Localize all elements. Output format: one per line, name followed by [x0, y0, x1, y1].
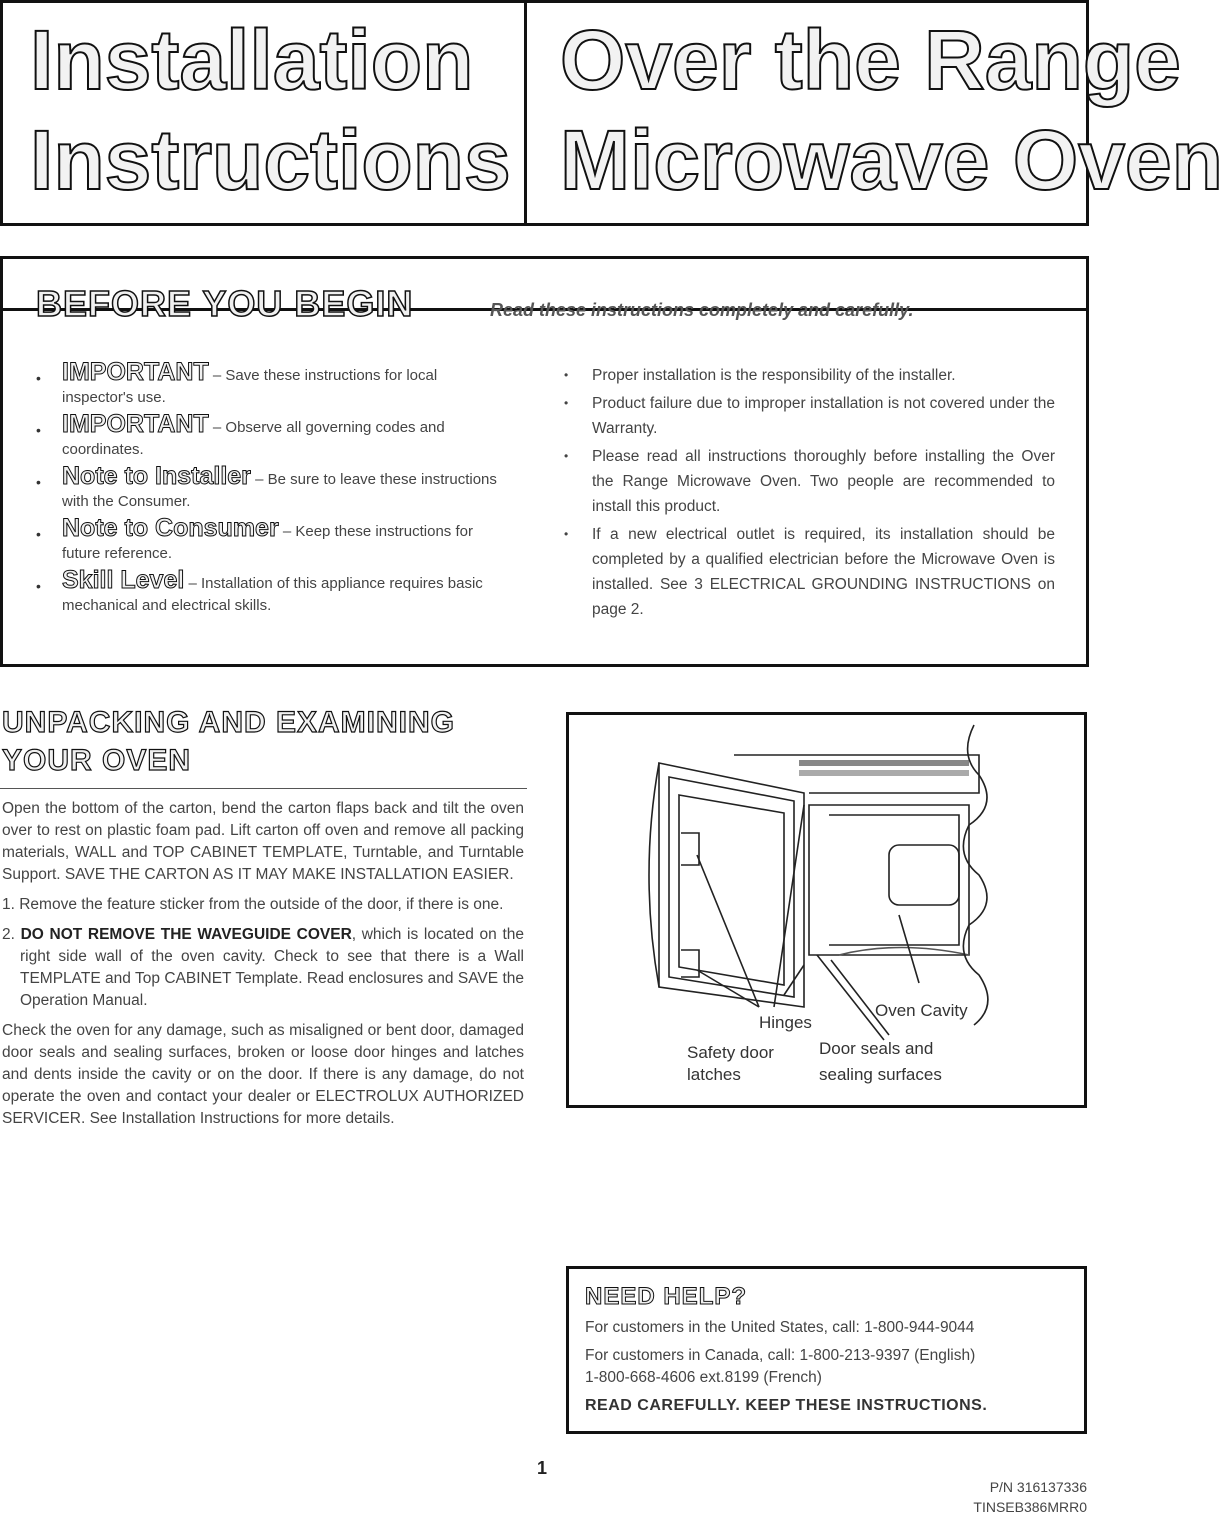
note-text: Please read all instructions thoroughly before installing the Over the Range Microwave Oven. Two people are recommended to install this product.: [592, 448, 1055, 515]
doc-title-line2: Instructions: [30, 113, 511, 207]
microwave-diagram: [566, 712, 1087, 1108]
oven-cavity-label: Oven Cavity: [875, 1001, 968, 1020]
unpacking-title: [2, 704, 455, 780]
product-title-line1: Over the Range: [560, 13, 1181, 107]
note-text: Product failure due to improper installation is not covered under the Warranty.: [592, 395, 1055, 437]
unpacking-body: [2, 798, 524, 1138]
before-title: BEFORE YOU BEGIN: [36, 283, 414, 324]
need-help-title: NEED HELP?: [585, 1283, 748, 1310]
hinges-label: Hinges: [759, 1013, 812, 1032]
unpacking-title-line2: YOUR OVEN: [2, 744, 192, 777]
step-number: 2.: [2, 926, 21, 943]
note-lead: IMPORTANT: [62, 410, 209, 438]
page-number: 1: [537, 1458, 548, 1478]
bullet-icon: •: [564, 396, 569, 410]
part-number: P/N 316137336: [989, 1479, 1087, 1495]
note-text: – Observe all governing codes and coordinates.: [62, 419, 445, 458]
unpacking-closing: Check the oven for any damage, such as misaligned or bent door, damaged door seals and sealing surfaces, broken or loose door hinges and latches and dents inside the cavity or on the door. If there is any damage, do not operate the oven and contact your dealer or ELECTROLUX AUTHORIZED SERVICER. See Installation Instructions for more details.: [2, 1022, 524, 1127]
keep-instructions-note: READ CAREFULLY. KEEP THESE INSTRUCTIONS.: [585, 1397, 988, 1414]
bullet-icon: •: [36, 370, 41, 386]
title-divider: [524, 0, 527, 226]
section-divider: [0, 788, 527, 789]
product-title-line2: Microwave Oven: [560, 113, 1223, 207]
note-text: – Keep these instructions for future reference.: [62, 523, 473, 562]
bullet-icon: •: [36, 578, 41, 594]
note-lead: Note to Installer: [62, 462, 251, 490]
doc-title-line1: Installation: [30, 13, 474, 107]
bullet-icon: •: [564, 368, 569, 382]
note-text: If a new electrical outlet is required, its installation should be completed by a qualified electrician before the Microwave Oven is installed. See 3 ELECTRICAL GROUNDING INSTRUCTIONS on page 2.: [592, 526, 1055, 618]
note-text: – Installation of this appliance requires basic mechanical and electrical skills.: [62, 575, 483, 614]
part-number-block: [973, 1477, 1087, 1517]
bullet-icon: •: [564, 527, 569, 541]
door-seals-label-2: sealing surfaces: [819, 1065, 942, 1084]
note-lead: IMPORTANT: [62, 358, 209, 386]
note-text: Proper installation is the responsibility of the installer.: [592, 367, 956, 384]
bullet-icon: •: [36, 422, 41, 438]
canada-phone-english: For customers in Canada, call: 1-800-213-9397 (English): [585, 1347, 976, 1364]
safety-door-label-1: Safety door: [687, 1043, 774, 1062]
doc-code: TINSEB386MRR0: [973, 1499, 1087, 1515]
before-you-begin-border-full: [0, 256, 1089, 667]
safety-door-label-2: latches: [687, 1065, 741, 1084]
step-warning: DO NOT REMOVE THE WAVEGUIDE COVER: [20, 926, 352, 943]
unpacking-step-2: [2, 924, 524, 1012]
unpacking-intro: Open the bottom of the carton, bend the carton flaps back and tilt the oven over to rest on plastic foam pad. Lift carton off oven and remove all packing materials, WALL and TOP CABINET TEMPLATE, Turntable, and Turntable Support. SAVE THE CARTON AS IT MAY MAKE INSTALLATION EASIER.: [2, 800, 524, 883]
us-phone: For customers in the United States, call: 1-800-944-9044: [585, 1319, 975, 1336]
unpacking-title-line1: UNPACKING AND EXAMINING: [2, 706, 456, 739]
note-lead: Skill Level: [62, 566, 185, 594]
bullet-icon: •: [564, 449, 569, 463]
step-text: , which is located on the right side wall of the oven cavity. Check to see that there is a Wall TEMPLATE and Top CABINET Template. Read enclosures and SAVE the Operation Manual.: [20, 926, 524, 1009]
note-text: – Be sure to leave these instructions with the Consumer.: [62, 471, 497, 510]
need-help-box: [566, 1266, 1087, 1434]
bullet-icon: •: [36, 526, 41, 542]
note-lead: Note to Consumer: [62, 514, 279, 542]
before-subtitle: Read these instructions completely and carefully.: [490, 300, 914, 320]
note-text: – Save these instructions for local inspector's use.: [62, 367, 438, 406]
bullet-icon: •: [36, 474, 41, 490]
door-seals-label-1: Door seals and: [819, 1039, 934, 1058]
canada-phone-french: 1-800-668-4606 ext.8199 (French): [585, 1369, 822, 1386]
unpacking-step-1: 1. Remove the feature sticker from the outside of the door, if there is one.: [2, 896, 504, 913]
